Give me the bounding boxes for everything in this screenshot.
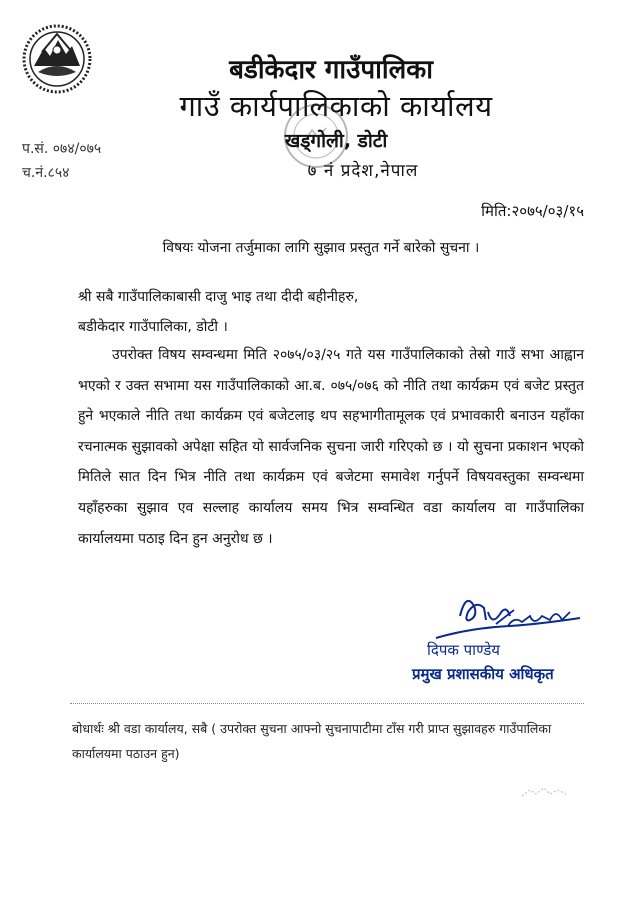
- subject-line: विषयः योजना तर्जुमाका लागि सुझाव प्रस्तुत गर्ने बारेको सुचना ।: [162, 240, 480, 256]
- office-stamp-icon: [282, 102, 350, 170]
- letter-number: प.सं. ०७४/०७५: [22, 141, 102, 157]
- office-address: खड्गोली, डोटी: [284, 130, 388, 152]
- divider: [70, 703, 584, 704]
- office-name: गाउँ कार्यपालिकाको कार्यालय: [179, 89, 493, 123]
- scan-smudge-icon: [520, 782, 570, 802]
- handwritten-signature-icon: [430, 586, 588, 644]
- letter-date: मिति:२०७५/०३/१५: [481, 202, 584, 220]
- signer-name: दिपक पाण्डेय: [427, 641, 500, 659]
- notice-body: उपरोक्त विषय सम्वन्धमा मिति २०७५/०३/२५ गते यस गाउँपालिकाको तेस्रो गाउँ सभा आह्वान भएको र उक्त सभामा यस गाउँपालिकाको आ.ब. ०७५/०७६ को नीति तथा कार्यक्रम एवं बजेट प्रस्तुत हुने भएकाले नीति तथा कार्यक्रम एवं बजेटलाइ थप सहभागीतामूलक एवं प्रभावकारी बनाउन यहाँका रचनात्मक सुझावको अपेक्षा सहित यो सार्वजनिक सुचना जारी गरिएको छ । यो सुचना प्रकाशन भएको मितिले सात दिन भित्र नीति तथा कार्यक्रम एवं बजेटमा समावेश गर्नुपर्ने विषयवस्तुका सम्वन्धमा यहाँहरुका सुझाव एव सल्लाह कार्यालय समय भित्र सम्वन्धित वडा कार्यालय वा गाउँपालिका कार्यालयमा पठाइ दिन हुन अनुरोध छ ।: [78, 347, 584, 547]
- signer-designation: प्रमुख प्रशासकीय अधिकृत: [412, 665, 554, 683]
- org-name: बडीकेदार गाउँपालिका: [229, 55, 433, 85]
- dispatch-number: च.नं.८५४: [22, 165, 70, 181]
- addressee-line-2: बडीकेदार गाउँपालिका, डोटी ।: [78, 319, 228, 335]
- cc-note: बोधार्थः श्री वडा कार्यालय, सबै ( उपरोक्त सुचना आफ्नो सुचनापाटीमा टाँस गरी प्राप्त सुझावहरु गाउँपालिका कार्यालयमा पठाउन हुन): [72, 721, 552, 761]
- province-line: ७ नं प्रदेश,नेपाल: [307, 161, 419, 181]
- addressee-line-1: श्री सबै गाउँपालिकाबासी दाजु भाइ तथा दीदी बहीनीहरु,: [78, 289, 359, 305]
